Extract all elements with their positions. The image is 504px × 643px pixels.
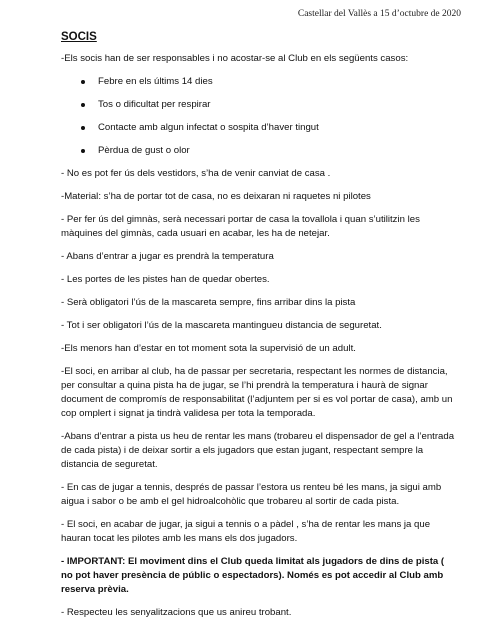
section-title: SOCIS xyxy=(61,31,97,43)
rule-paragraph: - No es pot fer ús dels vestidors, s’ha de venir canviat de casa . xyxy=(61,168,331,179)
rule-paragraph: - Abans d’entrar a jugar es prendrà la temperatura xyxy=(61,251,274,262)
rule-paragraph: - Serà obligatori l’ús de la mascareta sempre, fins arribar dins la pista xyxy=(61,297,356,308)
bullet-icon xyxy=(81,126,85,130)
list-item-text: Contacte amb algun infectat o sospita d’haver tingut xyxy=(98,122,319,133)
bullet-icon xyxy=(81,149,85,153)
list-item-text: Tos o dificultat per respirar xyxy=(98,99,211,110)
rule-paragraph: -Material: s’ha de portar tot de casa, no es deixaran ni raquetes ni pilotes xyxy=(61,191,371,202)
rule-paragraph: -Abans d’entrar a pista us heu de rentar les mans (trobareu el dispensador de gel a l’entrada de cada pista) i de deixar sortir a els jugadors que estan jugant, respectant sempre la distancia de seguretat. xyxy=(61,431,455,470)
dateline: Castellar del Vallès a 15 d’octubre de 2020 xyxy=(297,9,461,19)
symptom-list xyxy=(61,75,457,158)
list-item xyxy=(61,98,457,112)
rule-paragraph: -Els menors han d’estar en tot moment sota la supervisió de un adult. xyxy=(61,343,356,354)
rule-paragraph: - Tot i ser obligatori l’ús de la mascareta mantingueu distancia de seguretat. xyxy=(61,320,382,331)
rule-paragraph: - El soci, en acabar de jugar, ja sigui a tennis o a pàdel , s’ha de rentar les mans ja que hauran tocat les pilotes amb les mans els dos jugadors. xyxy=(61,519,431,544)
rule-paragraph: -El soci, en arribar al club, ha de passar per secretaria, respectant les normes de distancia, per consultar a quina pista ha de jugar, se l’hi prendrà la temperatura i haurà de signar document de compromís de responsabilitat (l’adjuntem per si es vol portar de casa), amb un cop omplert i signat ja tindrà validesa per tota la temporada. xyxy=(61,366,453,419)
list-item xyxy=(61,144,457,158)
document-body xyxy=(61,30,457,629)
bullet-icon xyxy=(81,80,85,84)
rule-paragraph: - Les portes de les pistes han de quedar obertes. xyxy=(61,274,270,285)
rule-paragraph: - En cas de jugar a tennis, després de passar l’estora us renteu bé les mans, ja sigui amb aigua i sabor o be amb el gel hidroalcohòlic que trobareu al sortir de cada pista. xyxy=(61,482,442,507)
closing-paragraph: - Respecteu les senyalitzacions que us anireu trobant. xyxy=(61,607,292,618)
bullet-icon xyxy=(81,103,85,107)
list-item-text: Febre en els últims 14 dies xyxy=(98,76,213,87)
list-item-text: Pèrdua de gust o olor xyxy=(98,145,190,156)
list-item xyxy=(61,75,457,89)
rule-paragraph: - Per fer ús del gimnàs, serà necessari portar de casa la tovallola i quan s’utilitzin les màquines del gimnàs, cada usuari en acabar, les ha de netejar. xyxy=(61,214,420,239)
important-notice: - IMPORTANT: El moviment dins el Club queda limitat als jugadors de dins de pista ( no pot haver presència de públic o espectadors). Només es pot accedir al Club amb reserva prèvia. xyxy=(61,556,445,595)
list-item xyxy=(61,121,457,135)
intro-paragraph: -Els socis han de ser responsables i no acostar-se al Club en els següents casos: xyxy=(61,53,409,64)
